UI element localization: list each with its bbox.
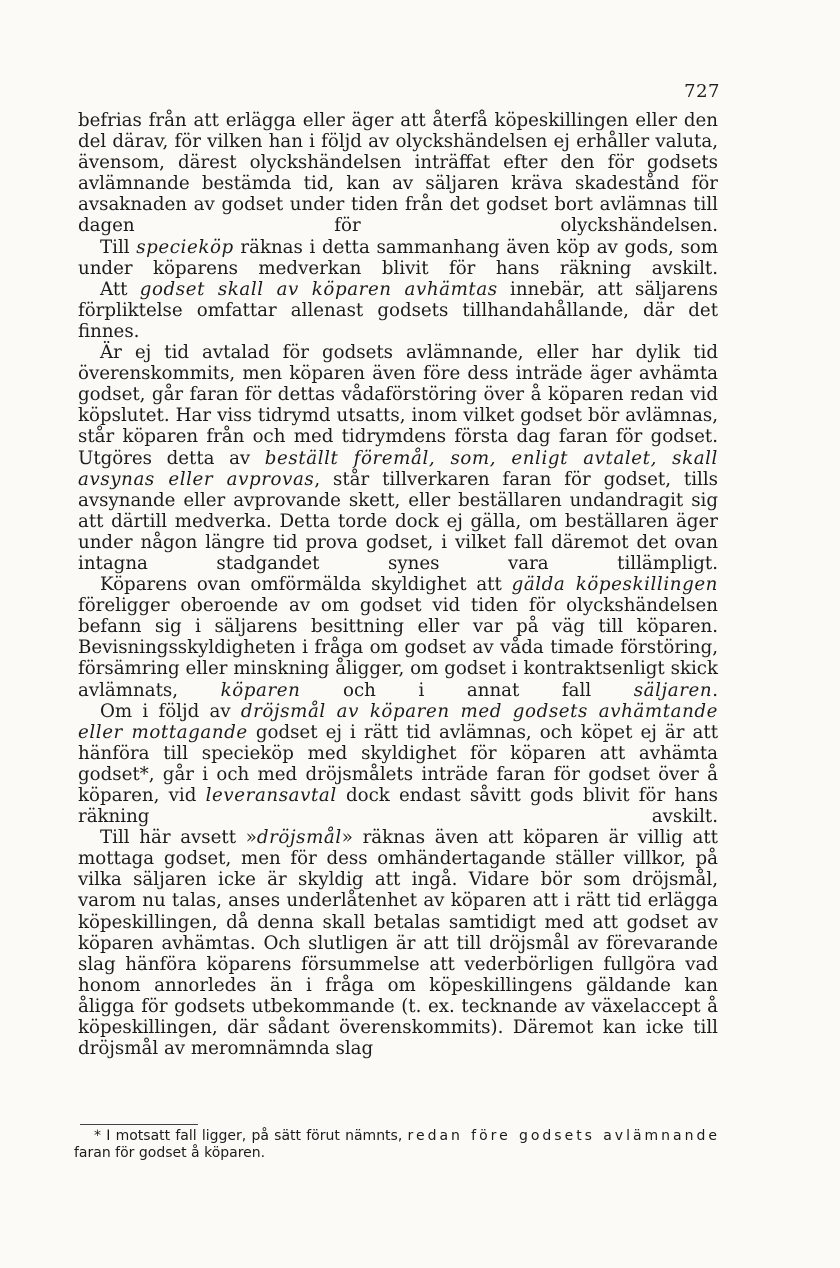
term-säljaren: säljaren xyxy=(633,679,713,701)
paragraph-3-text-cont: innebär, att säljarens förpliktelse omfattar allenast godsets tillhandahållande, där det finnes. xyxy=(78,278,718,342)
paragraph-1 xyxy=(78,110,718,237)
paragraph-5-text: Köparens ovan omförmälda skyldighet att xyxy=(100,574,512,596)
term-beställt-föremål: beställt föremål, som, enligt avtalet, skall avsynas eller avprovas xyxy=(78,447,718,490)
footnote xyxy=(74,1128,720,1162)
footnote-mark: * xyxy=(94,1128,101,1144)
term-specieköp: specieköp xyxy=(136,236,234,258)
paragraph-1-text: befrias från att erlägga eller äger att återfå köpeskillingen eller den del därav, för vilken han i följd av olyckshändelsen ej erhåller valuta, ävensom, därest olyckshändelsen inträffat efter den för godsets avlämnande bestämda tid, kan av säljaren kräva skadestånd för avsaknaden av godset under tiden från det godset bort avlämnas till dagen för olyckshändelsen. xyxy=(78,110,718,237)
paragraph-2-text: Till xyxy=(100,236,137,258)
paragraph-2-text-cont: räknas i detta sammanhang även köp av gods, som under köparens medverkan blivit för hans räkning avskilt. xyxy=(78,236,718,279)
term-avhämtas: godset skall av köparen avhämtas xyxy=(139,278,498,300)
paragraph-7-text: Till här avsett » xyxy=(100,827,257,849)
paragraph-7 xyxy=(78,827,718,1059)
paragraph-6 xyxy=(78,701,718,828)
footnote-divider xyxy=(80,1124,198,1125)
page-number: 727 xyxy=(684,81,720,102)
paragraph-6-text-cont: godset ej i rätt tid avlämnas, och köpet ej är att hänföra till specieköp med skyldighet för köparen att avhämta godset*, går i och med dröjsmålets inträde faran för godset över å köparen, vid xyxy=(78,721,718,806)
paragraph-4 xyxy=(78,342,718,574)
paragraph-3-text: Att xyxy=(100,278,140,300)
paragraph-6-text: Om i följd av xyxy=(100,700,241,722)
paragraph-6-text-cont2: dock endast såvitt gods blivit för hans räkning avskilt. xyxy=(78,785,718,828)
term-dröjsmål: dröjsmål xyxy=(256,827,342,849)
footnote-spaced-text: redan före godsets avlämnande xyxy=(407,1128,720,1144)
term-dröjsmål-av-köparen: dröjsmål av köparen med godsets avhämtande eller mottagande xyxy=(78,700,718,743)
paragraph-4-text: Är ej tid avtalad för godsets avlämnande, eller har dylik tid överenskommits, men köparen även före dess inträde äger avhämta godset, går faran för dettas vådaförstöring över å köparen redan vid köpslutet. Har viss tidrymd utsatts, inom vilket godset bör avlämnas, står köparen från och med tidrymdens första dag faran för godset. Utgöres detta av xyxy=(78,342,718,469)
body-text xyxy=(78,110,718,1059)
footnote-text: I motsatt fall ligger, på sätt förut nämnts, xyxy=(106,1128,408,1144)
paragraph-4-text-cont: , står tillverkaren faran för godset, tills avsynande eller avprovande skett, eller beställaren undandragit sig att därtill medverka. Detta torde dock ej gälla, om beställaren äger under någon längre tid prova godset, i vilket fall däremot det ovan intagna stadgandet synes vara tillämpligt. xyxy=(78,468,718,574)
term-leveransavtal: leveransavtal xyxy=(205,785,337,806)
term-köparen: köparen xyxy=(220,679,301,701)
paragraph-7-text-cont: » räknas även att köparen är villig att mottaga godset, men för dess omhändertagande ställer villkor, på vilka säljaren icke är skyldig att ingå. Vidare bör som dröjsmål, varom nu talas, anses underlåtenhet av köparen att i rätt tid erlägga köpeskillingen, då denna skall betalas samtidigt med att godset av köparen avhämtas. Och slutligen är att till dröjsmål av förevarande slag hänföra köparens försummelse att vederbörligen fullgöra vad honom annorledes än i fråga om köpeskillingens gäldande kan åligga för godsets utbekommande (t. ex. tecknande av växelaccept å köpeskillingen, där sådant överenskommits). Däremot kan icke till dröjsmål av meromnämnda slag xyxy=(78,827,718,1060)
term-gälda-köpeskillingen: gälda köpeskillingen xyxy=(511,574,718,596)
footnote-text-cont: faran för godset å köparen. xyxy=(74,1145,266,1161)
paragraph-5-text-cont2: och i annat fall xyxy=(300,679,634,701)
paragraph-5 xyxy=(78,574,718,701)
paragraph-5-period: . xyxy=(712,679,718,701)
paragraph-5-text-cont: föreligger oberoende av om godset vid tiden för olyckshändelsen befann sig i säljarens besittning eller var på väg till köparen. Bevisningsskyldigheten i fråga om godset av våda timade förstöring, försämring eller minskning åligger, om godset i kontraktsenligt skick avlämnats, xyxy=(78,595,718,701)
paragraph-3 xyxy=(78,279,718,342)
paragraph-2 xyxy=(78,237,718,279)
